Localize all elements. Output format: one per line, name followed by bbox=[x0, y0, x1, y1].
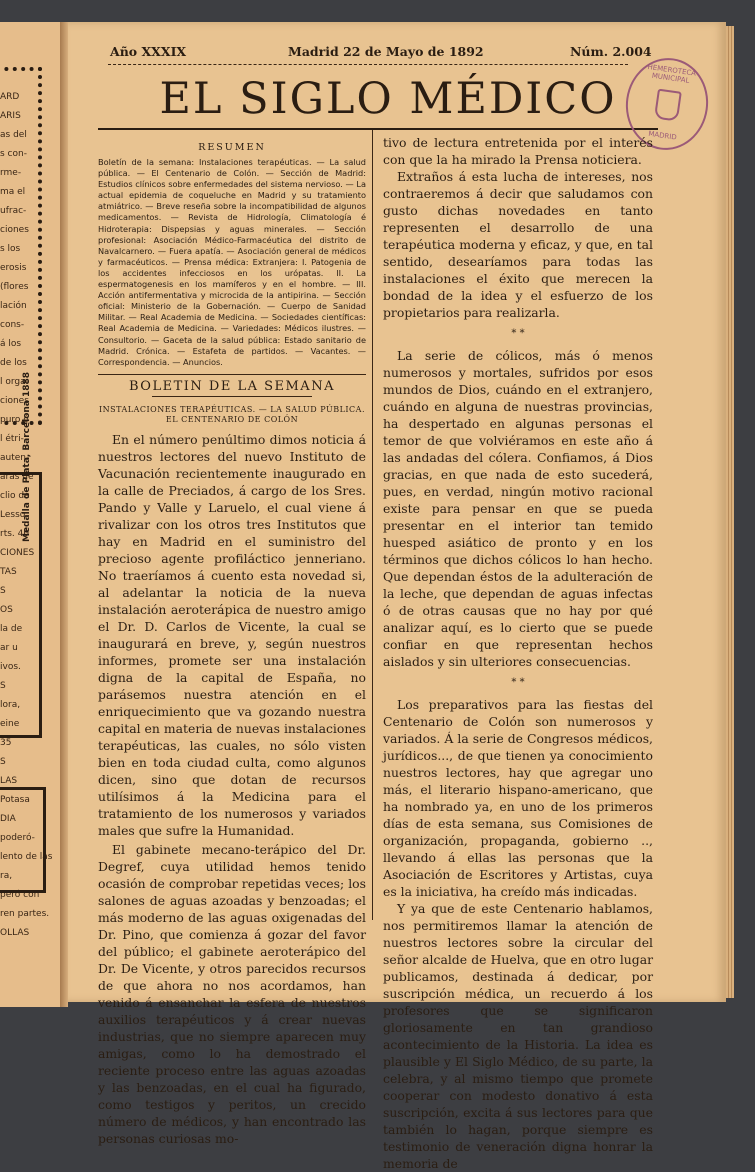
left-page-fragment-text: ufrac- bbox=[0, 206, 27, 216]
left-page-fragment-text: ARIS bbox=[0, 111, 21, 121]
left-page-fragment-text: puro ó bbox=[0, 415, 29, 425]
left-page-fragment-text: erosis bbox=[0, 263, 27, 273]
resumen-heading: RESUMEN bbox=[198, 142, 266, 153]
left-page-fragment-text: de los bbox=[0, 358, 27, 368]
left-page-fragment-text: s con- bbox=[0, 149, 27, 159]
left-page-fragment-text: ivos. bbox=[0, 662, 21, 672]
issue-number: Núm. 2.004 bbox=[570, 44, 652, 59]
right-paragraph-4: Los preparativos para las fiestas del Centenario de Colón son numerosos y variados. Á la serie de Congresos médicos, jurídicos..., de que tienen ya conocimiento nuestros lectores, hay que agregar uno más, el literario hispano-americano, que ha nombrado ya, en uno de los primeros días de esta semana, sus Comisiones de organización, propaganda, gobierno .., llevando á ellas las personas que la Asociación de Escritores y Artistas, cuya es la iniciativa, ha creído más indicadas. bbox=[383, 697, 653, 899]
coat-of-arms-icon bbox=[654, 89, 682, 122]
left-page-fragment-text: S bbox=[0, 681, 6, 691]
left-page-fragment-text: ciones bbox=[0, 225, 29, 235]
stamp-bottom-text: MADRID bbox=[647, 129, 678, 142]
left-page-fragment-text: S bbox=[0, 757, 6, 767]
left-page-fragment-text: aras de bbox=[0, 472, 34, 482]
left-page-fragment-text: rts. 40 bbox=[0, 529, 30, 539]
masthead-rule bbox=[98, 128, 658, 130]
left-page-fragment-text: lora, bbox=[0, 700, 21, 710]
resumen-text: Boletín de la semana: Instalaciones terapéuticas. — La salud pública. — El Centenario de Colón. — Sección de Madrid: Estudios clínicos sobre enfermedades del sistema nervioso. — La actual epidemia de coqueluche en Madrid y su tratamiento atmiátrico. — Breve reseña sobre la incompatibilidad de algunos medicamentos. — Revista de Hidrología, Climatología é Hidroterapia: Dispepsias y aguas minerales. — Sección profesional: Asociación Médico-Farmacéutica del distrito de Navalcarnero. — Fuera apatía. — Asociación general de médicos y farmacéuticos. — Prensa médica: Extranjera: I. Patogenia de los accidentes infecciosos en los urópatas. II. La espermatogenesis en los mamíferos y en el hombre. — III. Acción antifermentativa y microcida de la antipirina. — Sección oficial: Ministerio de la Gobernación. — Cuerpo de Sanidad Militar. — Real Academia de Medicina. — Sociedades científicas: Real Academia de Medicina. — Variedades: Médicos ilustres. — Consultorio. — Gaceta de la salud pública: Estado sanitario de Madrid. Crónica. — Estafeta de partidos. — Vacantes. — Correspondencia. — Anuncios. bbox=[98, 157, 366, 367]
left-page-fragment-text: lento de las bbox=[0, 852, 53, 862]
left-page-fragment bbox=[0, 22, 62, 1007]
left-page-fragment-text: ar u bbox=[0, 643, 18, 653]
left-page-fragment-text: Potasa bbox=[0, 795, 30, 805]
left-page-fragment-text: as del bbox=[0, 130, 27, 140]
left-page-fragment-text: clio de bbox=[0, 491, 30, 501]
left-page-fragment-text: OLLAS bbox=[0, 928, 30, 938]
left-page-fragment-text: (flores bbox=[0, 282, 29, 292]
left-page-fragment-text: l étri- bbox=[0, 434, 24, 444]
left-page-fragment-text: á los bbox=[0, 339, 22, 349]
section-separator-1: * * bbox=[511, 328, 525, 339]
issue-date: Madrid 22 de Mayo de 1892 bbox=[288, 44, 484, 59]
boletin-heading: BOLETIN DE LA SEMANA bbox=[129, 378, 335, 394]
left-page-fragment-text: S bbox=[0, 586, 6, 596]
left-page-fragment-text: ciones bbox=[0, 396, 29, 406]
page-edge bbox=[726, 26, 734, 998]
left-page-fragment-text: ARD bbox=[0, 92, 20, 102]
left-vertical-text: Medalla de Plata, Barcelona 1888 bbox=[22, 371, 32, 542]
right-paragraph-1: tivo de lectura entretenida por el interés con que la ha mirado la Prensa noticiera. bbox=[383, 135, 653, 167]
right-paragraph-3: La serie de cólicos, más ó menos numerosos y mortales, sufridos por esos mundos de Dios, cuándo en el extranjero, cuándo en alguna de nuestras provincias, ha despertado en algunas personas el temor de que volviéramos en este año á las andadas del cólera. Confiamos, á Dios gracias, en que nada de esto sucederá, pues, en verdad, ningún motivo racional existe para pensar en que se pueda presentar en el interior tan temido huesped asiático de pronto y en los términos que dichos cólicos lo han hecho. Que dependan éstos de la adulteración de la leche, que dependan de aguas infectas ó de otras causas que no hay por qué analizar aquí, es lo cierto que se puede confiar en que representan hechos aislados y sin ulteriores consecuencias. bbox=[383, 348, 653, 669]
right-paragraph-2: Extraños á esta lucha de intereses, nos contraeremos á decir que saludamos con gusto dichas novedades en tanto representen el desarrollo de una terapéutica moderna y eficaz, y que, en tal sentido, desearíamos para todas las instalaciones el éxito que merecen la bondad de la idea y el esfuerzo de los propietarios para realizarla. bbox=[383, 169, 653, 320]
boletin-paragraph-2: El gabinete mecano-terápico del Dr. Degref, cuya utilidad hemos tenido ocasión de comprobar repetidas veces; los salones de aguas azoadas y benzoadas; el más moderno de las aguas oxigenadas del Dr. Pino, que comienza á gozar del favor del público; el gabinete aeroterápico del Dr. De Vicente, y otros parecidos recursos de que ahora no nos acordamos, han venido á ensanchar la esfera de nuestros auxilios terapéuticos y á crear nuevas industrias, que no siempre aparecen muy amigas, como lo ha demostrado el reciente proceso entre las aguas azoadas y las benzoadas, en el cual ha figurado, como testigos y peritos, un crecido número de médicos, y han encontrado las personas curiosas mo- bbox=[98, 841, 366, 1146]
left-ad-box-2 bbox=[0, 472, 42, 738]
right-paragraph-5: Y ya que de este Centenario hablamos, nos permitiremos llamar la atención de nuestros lectores sobre la circular del señor alcalde de Huelva, que en otro lugar publicamos, destinada á dedicar, por suscripción médica, un recuerdo á los profesores que se significaron gloriosamente en tan grandioso acontecimiento de la Historia. La idea es plausible y El Siglo Médico, de su parte, la celebra, y al mismo tiempo que promete cooperar con modesto donativo á esta suscripción, excita á sus lectores para que también lo hagan, porque siempre es testimonio de veneración digna honrar la memoria de bbox=[383, 901, 653, 1171]
left-column bbox=[98, 142, 366, 1147]
left-page-fragment-text: s los bbox=[0, 244, 21, 254]
book-spine bbox=[60, 22, 68, 1007]
left-page-fragment-text: eine bbox=[0, 719, 20, 729]
left-page-fragment-text: auten- bbox=[0, 453, 30, 463]
issue-year: Año XXXIX bbox=[110, 44, 187, 59]
left-page-fragment-text: TAS bbox=[0, 567, 17, 577]
resumen-rule bbox=[98, 374, 366, 375]
left-page-fragment-text: OS bbox=[0, 605, 13, 615]
left-page-fragment-text: la de bbox=[0, 624, 23, 634]
left-page-fragment-text: 35 bbox=[0, 738, 12, 748]
left-page-fragment-text: ren partes. bbox=[0, 909, 50, 919]
left-page-fragment-text: CIONES bbox=[0, 548, 35, 558]
left-page-fragment-text: cons- bbox=[0, 320, 25, 330]
boletin-paragraph-1: En el número penúltimo dimos noticia á nuestros lectores del nuevo Instituto de Vacunación recientemente inaugurado en la calle de Preciados, á cargo de los Sres. Pando y Valle y Laruelo, el cual viene á rivalizar con los otros tres Institutos que hay en Madrid en el suministro del precioso agente profiláctico jenneriano. No traeríamos á cuento esta novedad si, al adelantar la noticia de la nueva instalación aeroterápica de nuestro amigo el Dr. D. Carlos de Vicente, la cual se inaugurará en breve, y, según nuestros informes, promete ser una instalación digna de la capital de España, no parásemos nuestra atención en el enriquecimiento que va gozando nuestra capital en materia de nuevas instalaciones terapéuticas, las cuales, no sólo visten bien en toda ciudad culta, como algunos dicen, sino que dotan de recursos utilísimos á la Medicina para el tratamiento de los numerosos y variados males que sufre la Humanidad. bbox=[98, 431, 366, 838]
stamp-top-text: HEMEROTECA MUNICIPAL bbox=[646, 62, 697, 85]
boletin-rule bbox=[152, 396, 313, 397]
left-ad-box-3 bbox=[0, 787, 46, 893]
section-separator-2: * * bbox=[511, 677, 525, 688]
left-page-fragment-text: Lesso bbox=[0, 510, 26, 520]
left-page-fragment-text: lación bbox=[0, 301, 27, 311]
left-page-fragment-text: l orga- bbox=[0, 377, 29, 387]
masthead-title: EL SIGLO MÉDICO bbox=[159, 74, 617, 124]
left-page-fragment-text: ra, bbox=[0, 871, 13, 881]
left-ad-box-1 bbox=[0, 67, 42, 425]
left-page-fragment-text: peró con bbox=[0, 890, 40, 900]
column-divider bbox=[372, 130, 373, 920]
right-column bbox=[383, 134, 653, 1172]
header-rule bbox=[108, 64, 628, 65]
newspaper-page bbox=[68, 22, 726, 1171]
left-page-fragment-text: rme- bbox=[0, 168, 22, 178]
boletin-subheading: INSTALACIONES TERAPÉUTICAS. — LA SALUD PÚBLICA. EL CENTENARIO DE COLÓN bbox=[98, 404, 365, 424]
left-page-fragment-text: DIA bbox=[0, 814, 16, 824]
left-page-fragment-text: LAS bbox=[0, 776, 18, 786]
left-page-fragment-text: poderó- bbox=[0, 833, 35, 843]
left-page-fragment-text: ma el bbox=[0, 187, 26, 197]
